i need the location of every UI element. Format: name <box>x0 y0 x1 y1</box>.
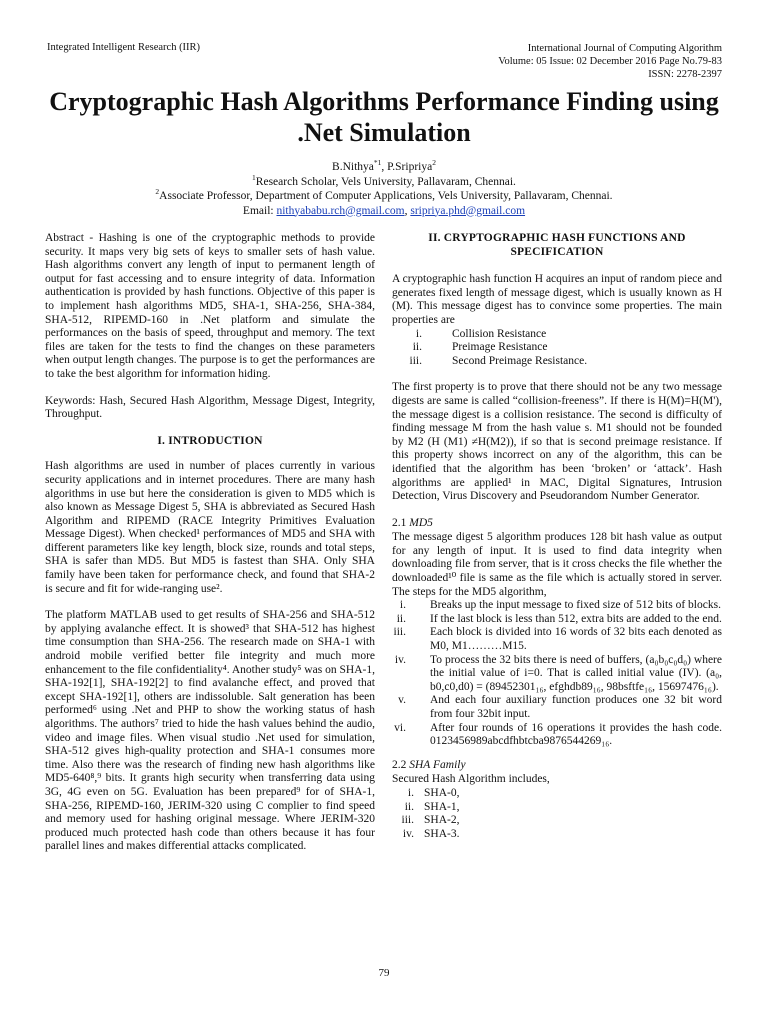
page-number: 79 <box>378 967 390 979</box>
abstract: Abstract - Hashing is one of the cryptographic methods to provide security. It maps very big sets of keys to smaller sets of hash value. Hash algorithms convert any length of input to permanent length of output for fast accessing and to ensure integrity of data. Information authentication is provided by hash functions. Objective of this paper is to implement hash algorithms MD5, SHA-1, SHA-256, SHA-384, SHA-512, RIPEMD-160 in .Net platform and simulate the performances on the basis of speed, throughput and memory. The text files are taken for the tests to find the changes on these parameters when output length changes. The purpose is to get the performances are to take the best algorithm for information hiding. <box>45 232 375 380</box>
properties-list <box>392 328 722 369</box>
sha-family-heading: 2.2 SHA Family <box>392 758 466 771</box>
section-2-heading: II. CRYPTOGRAPHIC HASH FUNCTIONS AND SPECIFICATION <box>428 232 686 258</box>
list-item: ii. SHA-1, <box>404 800 460 813</box>
intro-paragraph-1: Hash algorithms are used in number of places currently in various security applications and in internet procedures. There are many hash algorithms in use but here the consideration is given to MD5 which is also known as Message Digest 5, SHA is abbreviated as Secured Hash Algorithm and RIPEMD (RACE Integrity Primitives Evaluation Message Digest). When checked¹ performances of MD5 and SHA with different parameters like key length, block size, rounds and total steps, SHA is safer than MD5. But MD5 is fastest than SHA. Only SHA family have been taken for performance check, and found that SHA-2 is secure and fit for wide-ranging use². <box>45 460 375 595</box>
list-item: ii. If the last block is less than 512, extra bits are added to the end. <box>396 612 722 625</box>
journal-info <box>498 42 722 81</box>
list-item: vi. After four rounds of 16 operations it provides the hash code. 0123456989abcdfhbtcba9876544269₁₆. <box>394 721 722 748</box>
right-column <box>392 232 722 849</box>
list-item: i. Breaks up the input message to fixed size of 512 bits of blocks. <box>399 599 721 612</box>
list-item: iii. Second Preimage Resistance. <box>409 354 588 367</box>
md5-heading: 2.1 MD5 <box>392 516 433 529</box>
journal-publisher: Integrated Intelligent Research (IIR) <box>47 42 201 53</box>
section-2-paragraph-1: A cryptographic hash function H acquires an input of random piece and generates fixed length of message digest, which is usually known as H (M). This message digest has to convince some properties. The main properties are <box>392 273 722 326</box>
affiliation-1: $^1$Research Scholar, Vels University, Pallavaram, Chennai. <box>252 172 516 188</box>
sha-list <box>392 787 722 841</box>
paper-title: Cryptographic Hash Algorithms Performance Finding using .Net Simulation <box>49 87 719 147</box>
journal-name: International Journal of Computing Algorithm <box>527 43 722 54</box>
left-column <box>45 232 375 867</box>
list-item: iii. SHA-2, <box>401 814 460 827</box>
intro-paragraph-2: The platform MATLAB used to get results of SHA-256 and SHA-512 by applying avalanche effect. It is showed³ that SHA-512 has highest time consumption than SHA-256. The research made on SHA-1 with android mobile verified better file integrity and much more enhancement to the file confidentiality⁴. Another study⁵ was on SHA-1, SHA-192[1], SHA-192[2] to find avalanche effect, and proved that except SHA-192[1], others are indissoluble. Salt generation has been performed⁶ using .Net and PHP to show the working status of hash algorithms. The authors⁷ tried to hide the hash values behind the audio, video and image files. When visual studio .Net used for simulation, SHA-512 gives high-quality protection and SHA-1 consumes more time. Also there was the research of finding new hash algorithms like MD5-640⁸,⁹ bits. It grants high security when transferring data using 3G, 4G even on 5G. Evaluation has been prepared⁹ for of SHA-1, SHA-256, RIPEMD-160, JERIM-320 using C complier to find speed and memory used for hashing original message. Where JERIM-320 produced much protected hash code than others because it has four parallel lines and makes differential attacks complicated. <box>45 609 375 853</box>
author-names: B.Nithya$^{*1}$, P.Sripriya$^2$ <box>332 158 436 173</box>
list-item: iii. Each block is divided into 16 words of 32 bits each denoted as M0, M1………M15. <box>393 626 722 653</box>
md5-paragraph: The message digest 5 algorithm produces 128 bit hash value as output for any length of input. It is used to find data integrity when downloading file from server, that is it cross checks the file whether the downloaded¹⁰ file is same as the file which is actually stored in server. The steps for the MD5 algorithm, <box>392 531 722 598</box>
list-item: i. SHA-0, <box>407 786 460 799</box>
list-item: iv. SHA-3. <box>402 827 460 840</box>
author-block <box>40 160 728 218</box>
md5-steps-list <box>392 599 722 749</box>
list-item: ii. Preimage Resistance <box>412 341 548 354</box>
journal-issn: ISSN: 2278-2397 <box>648 69 722 80</box>
introduction-heading: I. INTRODUCTION <box>157 434 263 447</box>
email-link-2[interactable]: sripriya.phd@gmail.com <box>410 204 526 217</box>
list-item: i. Collision Resistance <box>415 327 547 340</box>
list-item: v. And each four auxiliary function produces one 32 bit word from four 32bit input. <box>398 694 722 720</box>
keywords: Keywords: Hash, Secured Hash Algorithm, Message Digest, Integrity, Throughput. <box>45 394 375 421</box>
list-item: iv. To process the 32 bits there is need of buffers, (a₀b₀c₀d₀) where the initial value of i=0. That is called initial value (IV). (a₀, b0,c0,d0) = (89452301₁₆, efghdb89₁₆, 98bsftfe₁₆, 15697476₁₆). <box>394 653 722 693</box>
journal-volume: Volume: 05 Issue: 02 December 2016 Page No.79-83 <box>498 56 722 67</box>
affiliation-2: $^2$Associate Professor, Department of Computer Applications, Vels University, Pallavaram, Chennai. <box>155 187 613 202</box>
author-emails: Email: nithyababu.rch@gmail.com, sripriya.phd@gmail.com <box>242 204 526 217</box>
section-2-paragraph-2: The first property is to prove that there should not be any two message digests are same is called “collision-freeness”. If there is H(M)=H(M'), the message digest is a collision resistance. The second is difficulty of finding message M from the hash value s. M1 should not be founded by M2 (H (M1) ≠H(M2)), if so that is second preimage resistance. If this property shows incorrect on any of the algorithm, this can be identified that the algorithm has been ‘broken’ or ‘attack’. Hash algorithms are applied¹ in MAC, Digital Signatures, Intrusion Detection, Virus Discovery and Pseudorandom Number Generator. <box>392 381 722 503</box>
sha-intro: Secured Hash Algorithm includes, <box>392 773 550 786</box>
email-link-1[interactable]: nithyababu.rch@gmail.com <box>276 204 405 217</box>
